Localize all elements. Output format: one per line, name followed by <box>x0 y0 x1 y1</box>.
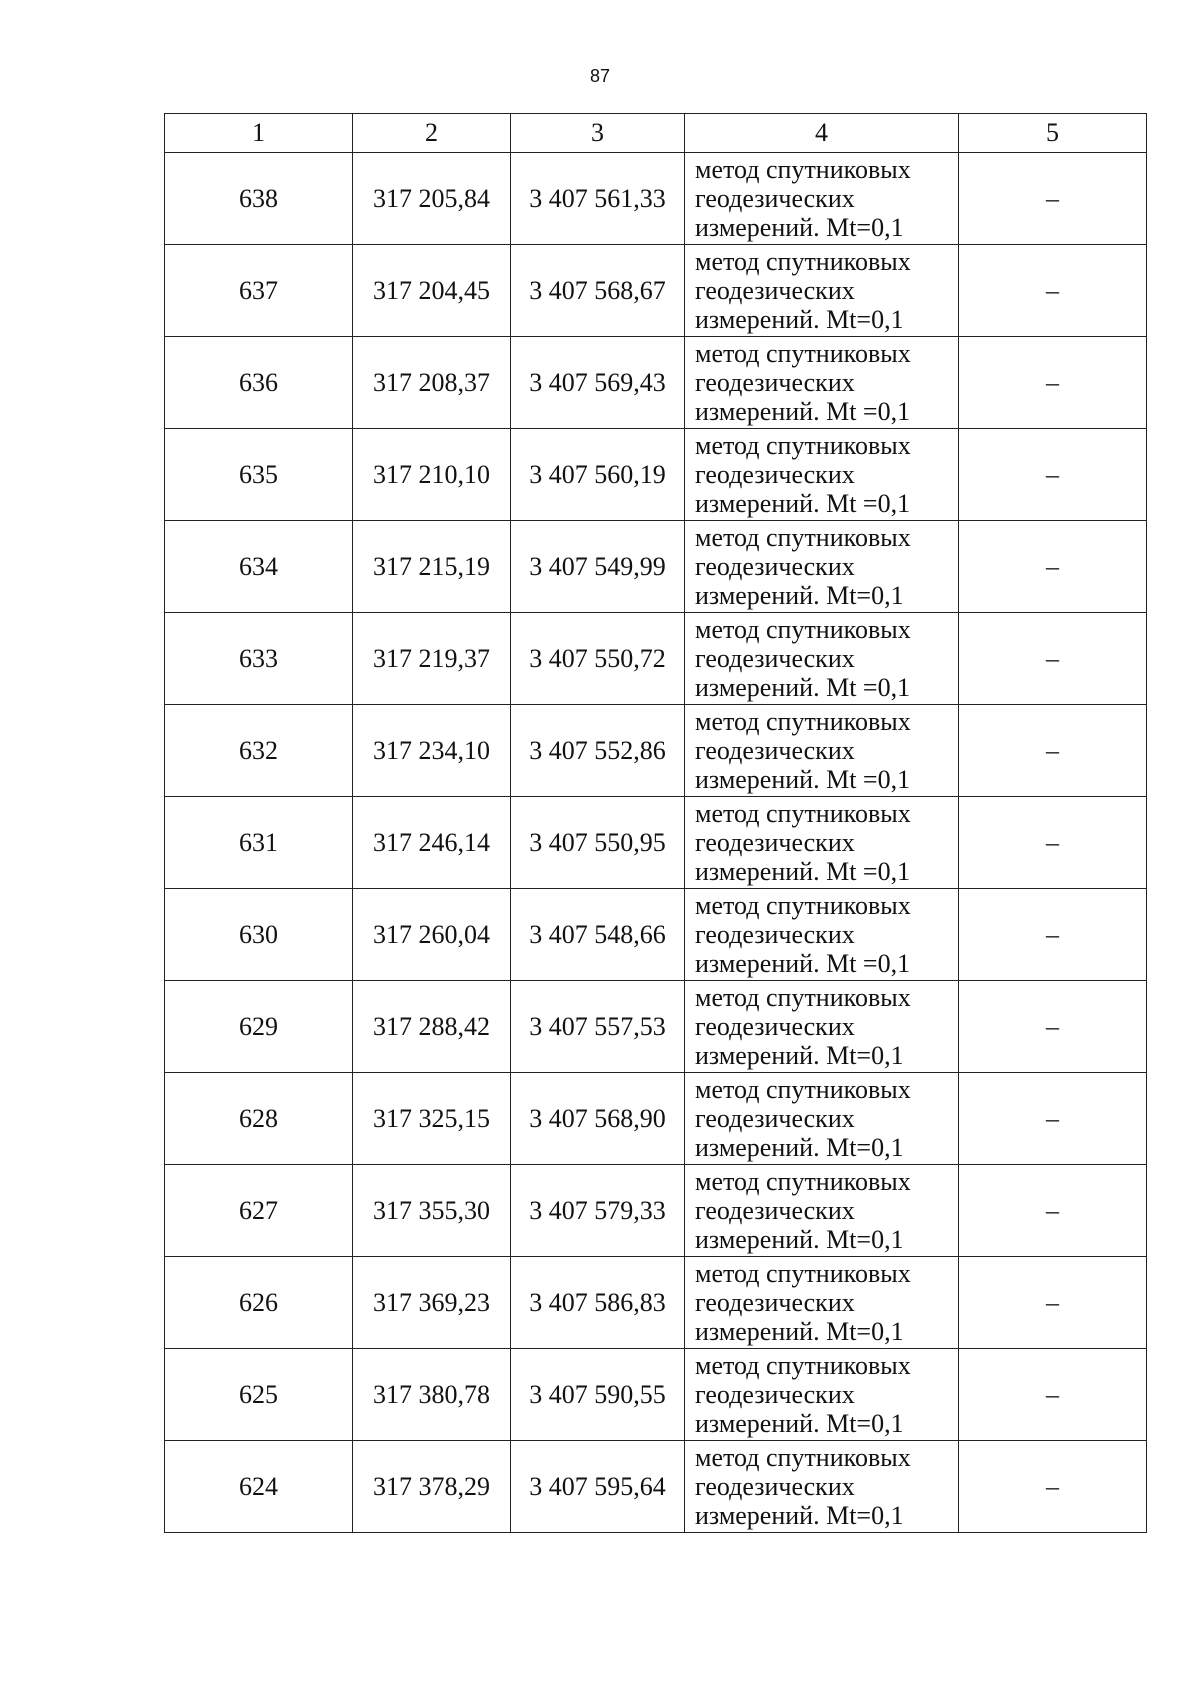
point-number-cell: 638 <box>165 153 353 245</box>
note-cell: – <box>959 889 1147 981</box>
note-cell: – <box>959 337 1147 429</box>
method-cell <box>685 1257 959 1349</box>
method-cell <box>685 429 959 521</box>
point-number-cell: 630 <box>165 889 353 981</box>
point-number-cell: 628 <box>165 1073 353 1165</box>
point-number-cell: 624 <box>165 1441 353 1533</box>
x-coordinate-cell: 317 205,84 <box>353 153 511 245</box>
method-line: геодезических <box>695 828 855 857</box>
table-row <box>165 1257 1147 1349</box>
method-line: геодезических <box>695 920 855 949</box>
y-coordinate-cell: 3 407 561,33 <box>511 153 685 245</box>
point-number-cell: 626 <box>165 1257 353 1349</box>
point-number-cell: 627 <box>165 1165 353 1257</box>
note-cell: – <box>959 521 1147 613</box>
method-cell <box>685 337 959 429</box>
method-cell <box>685 981 959 1073</box>
method-line: метод спутниковых <box>695 983 911 1012</box>
method-line: геодезических <box>695 1472 855 1501</box>
point-number-cell: 633 <box>165 613 353 705</box>
method-line: геодезических <box>695 1104 855 1133</box>
y-coordinate-cell: 3 407 569,43 <box>511 337 685 429</box>
method-cell <box>685 1349 959 1441</box>
method-line: измерений. Mt=0,1 <box>695 213 904 242</box>
method-cell <box>685 705 959 797</box>
method-line: метод спутниковых <box>695 1167 911 1196</box>
method-line: геодезических <box>695 184 855 213</box>
method-line: геодезических <box>695 644 855 673</box>
method-cell <box>685 889 959 981</box>
method-line: измерений. Mt =0,1 <box>695 489 911 518</box>
y-coordinate-cell: 3 407 549,99 <box>511 521 685 613</box>
note-cell: – <box>959 429 1147 521</box>
table-row <box>165 521 1147 613</box>
point-number-cell: 632 <box>165 705 353 797</box>
table-body <box>165 153 1147 1533</box>
method-line: геодезических <box>695 368 855 397</box>
y-coordinate-cell: 3 407 586,83 <box>511 1257 685 1349</box>
table-row <box>165 797 1147 889</box>
y-coordinate-cell: 3 407 548,66 <box>511 889 685 981</box>
column-header-3: 3 <box>511 114 685 153</box>
method-line: метод спутниковых <box>695 339 911 368</box>
note-cell: – <box>959 613 1147 705</box>
point-number-cell: 631 <box>165 797 353 889</box>
table-row <box>165 981 1147 1073</box>
point-number-cell: 629 <box>165 981 353 1073</box>
method-line: метод спутниковых <box>695 799 911 828</box>
method-line: геодезических <box>695 276 855 305</box>
method-cell <box>685 153 959 245</box>
method-cell <box>685 521 959 613</box>
method-line: метод спутниковых <box>695 523 911 552</box>
note-cell: – <box>959 1349 1147 1441</box>
note-cell: – <box>959 797 1147 889</box>
x-coordinate-cell: 317 380,78 <box>353 1349 511 1441</box>
column-header-5: 5 <box>959 114 1147 153</box>
page-number: 87 <box>589 66 611 86</box>
x-coordinate-cell: 317 246,14 <box>353 797 511 889</box>
y-coordinate-cell: 3 407 550,95 <box>511 797 685 889</box>
y-coordinate-cell: 3 407 568,90 <box>511 1073 685 1165</box>
table-row <box>165 1165 1147 1257</box>
method-line: измерений. Mt=0,1 <box>695 1409 904 1438</box>
method-cell <box>685 1073 959 1165</box>
method-line: метод спутниковых <box>695 891 911 920</box>
table-row <box>165 889 1147 981</box>
table-row <box>165 337 1147 429</box>
method-line: измерений. Mt =0,1 <box>695 765 911 794</box>
method-line: измерений. Mt =0,1 <box>695 673 911 702</box>
method-line: метод спутниковых <box>695 247 911 276</box>
y-coordinate-cell: 3 407 560,19 <box>511 429 685 521</box>
method-line: геодезических <box>695 552 855 581</box>
point-number-cell: 637 <box>165 245 353 337</box>
x-coordinate-cell: 317 355,30 <box>353 1165 511 1257</box>
table-row <box>165 153 1147 245</box>
table-row <box>165 1349 1147 1441</box>
method-line: измерений. Mt =0,1 <box>695 949 911 978</box>
y-coordinate-cell: 3 407 590,55 <box>511 1349 685 1441</box>
x-coordinate-cell: 317 208,37 <box>353 337 511 429</box>
method-line: метод спутниковых <box>695 1075 911 1104</box>
note-cell: – <box>959 705 1147 797</box>
coordinates-table <box>164 113 1147 1533</box>
note-cell: – <box>959 153 1147 245</box>
column-header-1: 1 <box>165 114 353 153</box>
point-number-cell: 636 <box>165 337 353 429</box>
method-line: измерений. Mt=0,1 <box>695 1225 904 1254</box>
x-coordinate-cell: 317 219,37 <box>353 613 511 705</box>
method-line: метод спутниковых <box>695 431 911 460</box>
x-coordinate-cell: 317 210,10 <box>353 429 511 521</box>
y-coordinate-cell: 3 407 552,86 <box>511 705 685 797</box>
x-coordinate-cell: 317 325,15 <box>353 1073 511 1165</box>
table-row <box>165 1073 1147 1165</box>
point-number-cell: 625 <box>165 1349 353 1441</box>
x-coordinate-cell: 317 260,04 <box>353 889 511 981</box>
x-coordinate-cell: 317 369,23 <box>353 1257 511 1349</box>
method-line: измерений. Mt=0,1 <box>695 581 904 610</box>
method-line: метод спутниковых <box>695 155 911 184</box>
method-cell <box>685 797 959 889</box>
method-line: геодезических <box>695 460 855 489</box>
table-row <box>165 245 1147 337</box>
method-line: измерений. Mt=0,1 <box>695 1041 904 1070</box>
y-coordinate-cell: 3 407 595,64 <box>511 1441 685 1533</box>
method-cell <box>685 1441 959 1533</box>
point-number-cell: 635 <box>165 429 353 521</box>
x-coordinate-cell: 317 234,10 <box>353 705 511 797</box>
y-coordinate-cell: 3 407 550,72 <box>511 613 685 705</box>
note-cell: – <box>959 981 1147 1073</box>
note-cell: – <box>959 1073 1147 1165</box>
method-cell <box>685 613 959 705</box>
method-line: метод спутниковых <box>695 1351 911 1380</box>
method-line: метод спутниковых <box>695 1443 911 1472</box>
method-line: геодезических <box>695 1380 855 1409</box>
method-line: измерений. Mt=0,1 <box>695 305 904 334</box>
x-coordinate-cell: 317 215,19 <box>353 521 511 613</box>
method-line: измерений. Mt =0,1 <box>695 857 911 886</box>
y-coordinate-cell: 3 407 579,33 <box>511 1165 685 1257</box>
method-line: геодезических <box>695 1288 855 1317</box>
column-header-2: 2 <box>353 114 511 153</box>
method-line: геодезических <box>695 1012 855 1041</box>
method-line: измерений. Mt=0,1 <box>695 1501 904 1530</box>
y-coordinate-cell: 3 407 557,53 <box>511 981 685 1073</box>
note-cell: – <box>959 245 1147 337</box>
column-header-4: 4 <box>685 114 959 153</box>
x-coordinate-cell: 317 378,29 <box>353 1441 511 1533</box>
method-line: геодезических <box>695 1196 855 1225</box>
method-line: метод спутниковых <box>695 707 911 736</box>
x-coordinate-cell: 317 288,42 <box>353 981 511 1073</box>
table-header-row <box>165 114 1147 153</box>
table-row <box>165 705 1147 797</box>
table-row <box>165 613 1147 705</box>
method-line: метод спутниковых <box>695 615 911 644</box>
method-line: измерений. Mt=0,1 <box>695 1317 904 1346</box>
y-coordinate-cell: 3 407 568,67 <box>511 245 685 337</box>
note-cell: – <box>959 1441 1147 1533</box>
method-line: измерений. Mt =0,1 <box>695 397 911 426</box>
note-cell: – <box>959 1165 1147 1257</box>
method-cell <box>685 1165 959 1257</box>
method-line: измерений. Mt=0,1 <box>695 1133 904 1162</box>
table-row <box>165 1441 1147 1533</box>
point-number-cell: 634 <box>165 521 353 613</box>
table-row <box>165 429 1147 521</box>
method-line: метод спутниковых <box>695 1259 911 1288</box>
note-cell: – <box>959 1257 1147 1349</box>
x-coordinate-cell: 317 204,45 <box>353 245 511 337</box>
method-line: геодезических <box>695 736 855 765</box>
method-cell <box>685 245 959 337</box>
